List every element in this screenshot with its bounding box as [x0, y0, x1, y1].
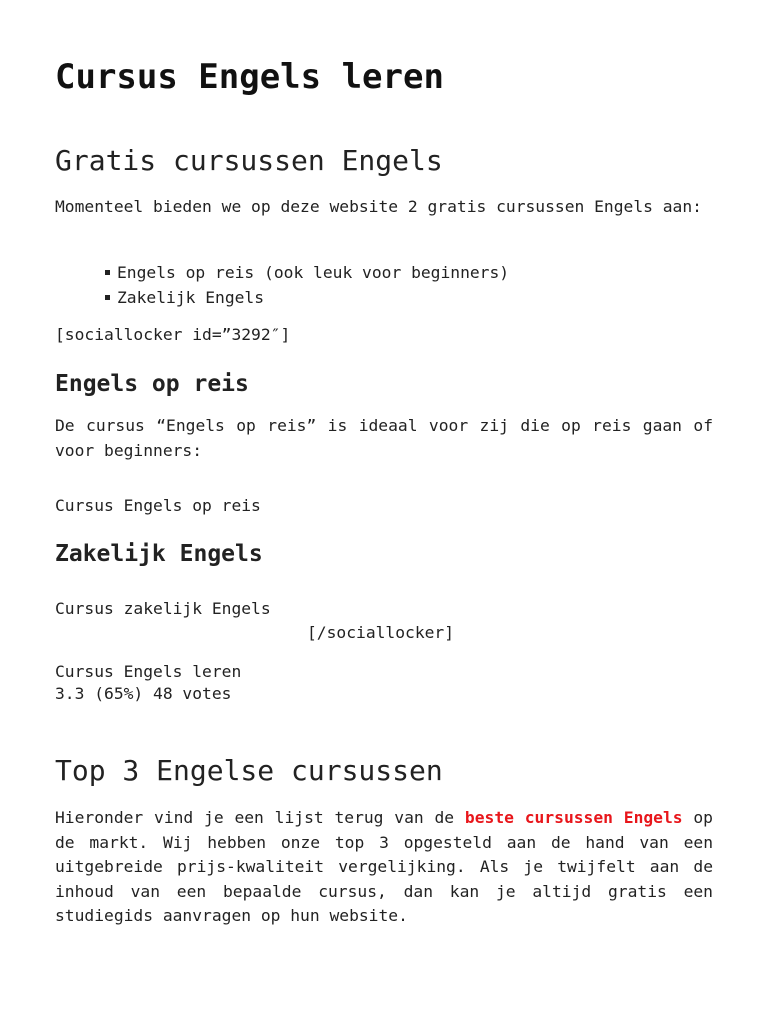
bullet-icon [105, 270, 110, 275]
beste-cursussen-link[interactable]: beste cursussen Engels [464, 808, 683, 827]
page-title: Cursus Engels leren [55, 57, 444, 97]
list-item [105, 285, 509, 310]
intro-paragraph: Momenteel bieden we op deze website 2 gratis cursussen Engels aan: [55, 197, 702, 216]
sociallocker-close-shortcode: [/sociallocker] [307, 623, 455, 642]
top-3-text-after: op de markt. Wij hebben onze top 3 opgesteld aan de hand van een uitgebreide prijs-kwaliteit vergelijking. Als je twijfelt aan de inhoud van een bepaalde cursus, dan kan je altijd gratis een studiegids aanvragen op hun website. [55, 808, 713, 925]
list-item-label: Zakelijk Engels [117, 288, 265, 307]
top-3-text-before: Hieronder vind je een lijst terug van de [55, 808, 465, 827]
rating-label: Cursus Engels leren [55, 662, 242, 681]
section-heading-zakelijk-engels: Zakelijk Engels [55, 541, 263, 567]
course-list [105, 260, 509, 310]
section-heading-gratis-cursussen: Gratis cursussen Engels [55, 144, 443, 177]
link-cursus-zakelijk-engels[interactable]: Cursus zakelijk Engels [55, 599, 271, 618]
list-item [105, 260, 509, 285]
top-3-paragraph [55, 806, 713, 929]
section-heading-engels-op-reis: Engels op reis [55, 371, 249, 397]
rating-score: 3.3 (65%) 48 votes [55, 684, 232, 703]
engels-op-reis-paragraph: De cursus “Engels op reis” is ideaal voor zij die op reis gaan of voor beginners: [55, 416, 713, 460]
sociallocker-open-shortcode: [sociallocker id=”3292″] [55, 325, 291, 344]
bullet-icon [105, 295, 110, 300]
link-cursus-engels-op-reis[interactable]: Cursus Engels op reis [55, 496, 261, 515]
list-item-label: Engels op reis (ook leuk voor beginners) [117, 263, 510, 282]
section-heading-top-3: Top 3 Engelse cursussen [55, 754, 443, 787]
